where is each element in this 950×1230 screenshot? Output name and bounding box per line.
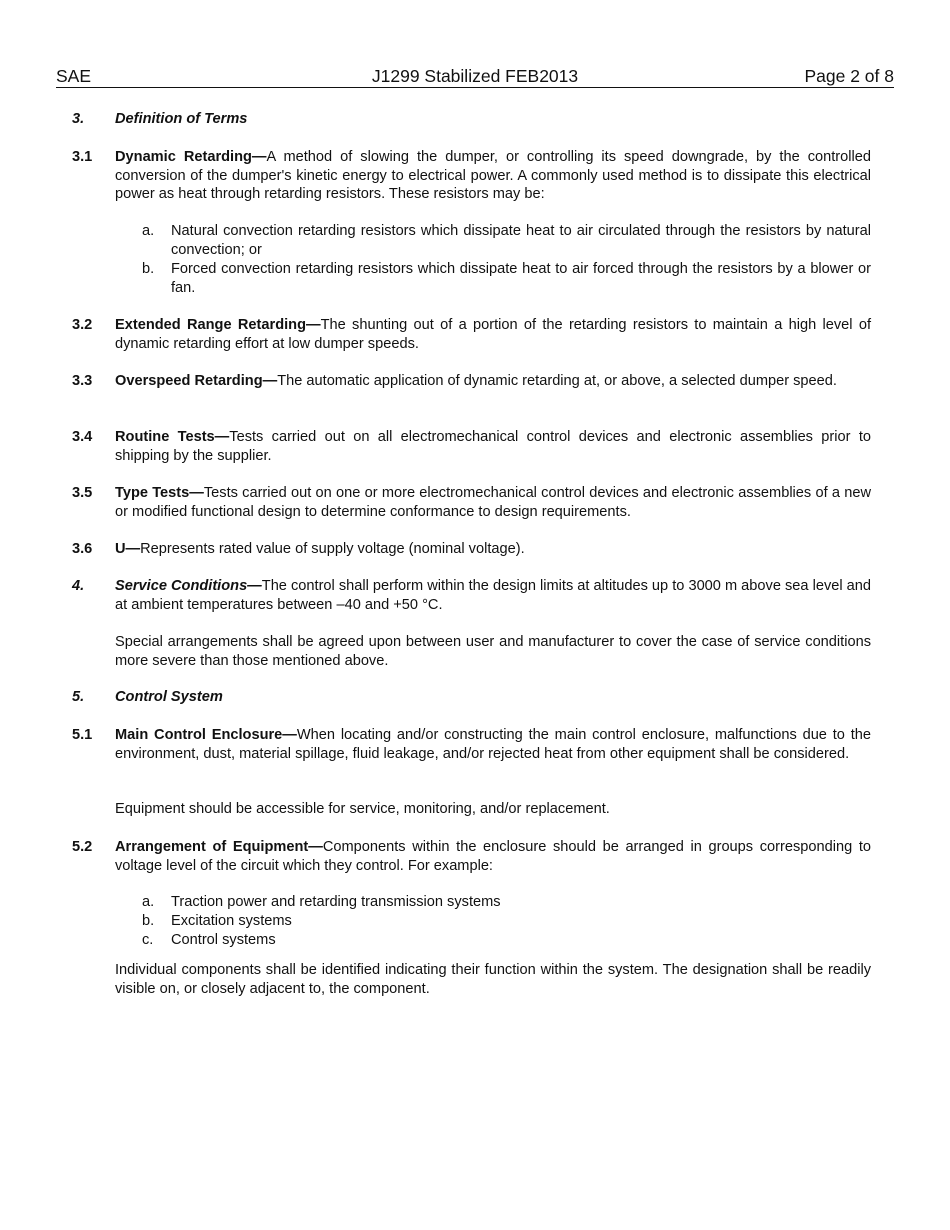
clause-number: 3.3 [72,373,93,389]
section-title: Definition of Terms [115,111,248,127]
list-item-letter: a. [142,894,155,910]
clause-term: Dynamic Retarding— [115,149,267,165]
section-term: Service Conditions— [115,578,262,594]
list-item-text: Traction power and retarding transmission systems [171,894,501,910]
clause-term: Extended Range Retarding— [115,317,321,333]
clause-term: Arrangement of Equipment— [115,839,323,855]
clause-term: Main Control Enclosure— [115,727,297,743]
page-header [56,66,894,88]
section-text [115,577,871,614]
clause-text [115,316,871,353]
paragraph-text: Special arrangements shall be agreed upon between user and manufacturer to cover the case of service conditions more severe than those mentioned above. [115,634,871,669]
clause-number: 3.6 [72,541,93,557]
clause-text [115,726,871,763]
paragraph-text: Individual components shall be identified indicating their function within the system. The designation shall be readily visible on, or closely adjacent to, the component. [115,962,871,997]
clause-body: Represents rated value of supply voltage (nominal voltage). [140,541,525,557]
clause-number: 3.4 [72,429,93,445]
clause-body: When locating and/or constructing the main control enclosure, malfunctions due to the environment, dust, material spillage, fluid leakage, and/or rejected heat from other equipment shall be considered. [115,727,871,762]
section-body: The control shall perform within the design limits at altitudes up to 3000 m above sea level and at ambient temperatures between –40 and +50 °C. [115,578,871,613]
clause-body: A method of slowing the dumper, or controlling its speed downgrade, by the controlled conversion of the dumper's kinetic energy to electrical power. A commonly used method is to dissipate this electrical power as heat through retarding resistors. These resistors may be: [115,149,871,203]
header-page-number: Page 2 of 8 [804,66,894,86]
header-org: SAE [56,66,92,86]
clause-body: Components within the enclosure should be arranged in groups corresponding to voltage level of the circuit which they control. For example: [115,839,871,874]
clause-number: 3.5 [72,485,93,501]
clause-number: 5.2 [72,839,93,855]
clause-body: Tests carried out on one or more electromechanical control devices and electronic assemblies of a new or modified functional design to determine conformance to design requirements. [115,485,871,520]
clause-text [115,372,871,391]
list-item-text: Excitation systems [171,913,292,929]
section-title: Control System [115,689,223,705]
list-item-letter: a. [142,223,155,239]
list-item-letter: c. [142,932,154,948]
list-item-text: Control systems [171,932,276,948]
section-number: 5. [72,689,85,705]
list-item-letter: b. [142,261,155,277]
clause-body: The shunting out of a portion of the retarding resistors to maintain a high level of dynamic retarding effort at low dumper speeds. [115,317,871,352]
clause-text [115,484,871,521]
clause-text [115,428,871,465]
list-item-text: Natural convection retarding resistors which dissipate heat to air circulated through the resistors by natural convection; or [171,223,871,258]
clause-term: Type Tests— [115,485,204,501]
header-doc-id: J1299 Stabilized FEB2013 [371,66,579,86]
section-number: 3. [72,111,85,127]
clause-number: 3.2 [72,317,93,333]
list-item-text: Forced convection retarding resistors which dissipate heat to air forced through the resistors by a blower or fan. [171,261,871,296]
clause-body: The automatic application of dynamic retarding at, or above, a selected dumper speed. [277,373,837,389]
clause-text [115,838,871,875]
clause-term: U— [115,541,141,557]
clause-body: Tests carried out on all electromechanical control devices and electronic assemblies prior to shipping by the supplier. [115,429,871,464]
section-number: 4. [72,578,85,594]
clause-text [115,148,871,204]
clause-term: Overspeed Retarding— [115,373,278,389]
clause-number: 3.1 [72,149,93,165]
list-item-letter: b. [142,913,155,929]
clause-number: 5.1 [72,727,93,743]
clause-term: Routine Tests— [115,429,230,445]
paragraph-text: Equipment should be accessible for service, monitoring, and/or replacement. [115,801,610,817]
clause-text [115,540,871,559]
